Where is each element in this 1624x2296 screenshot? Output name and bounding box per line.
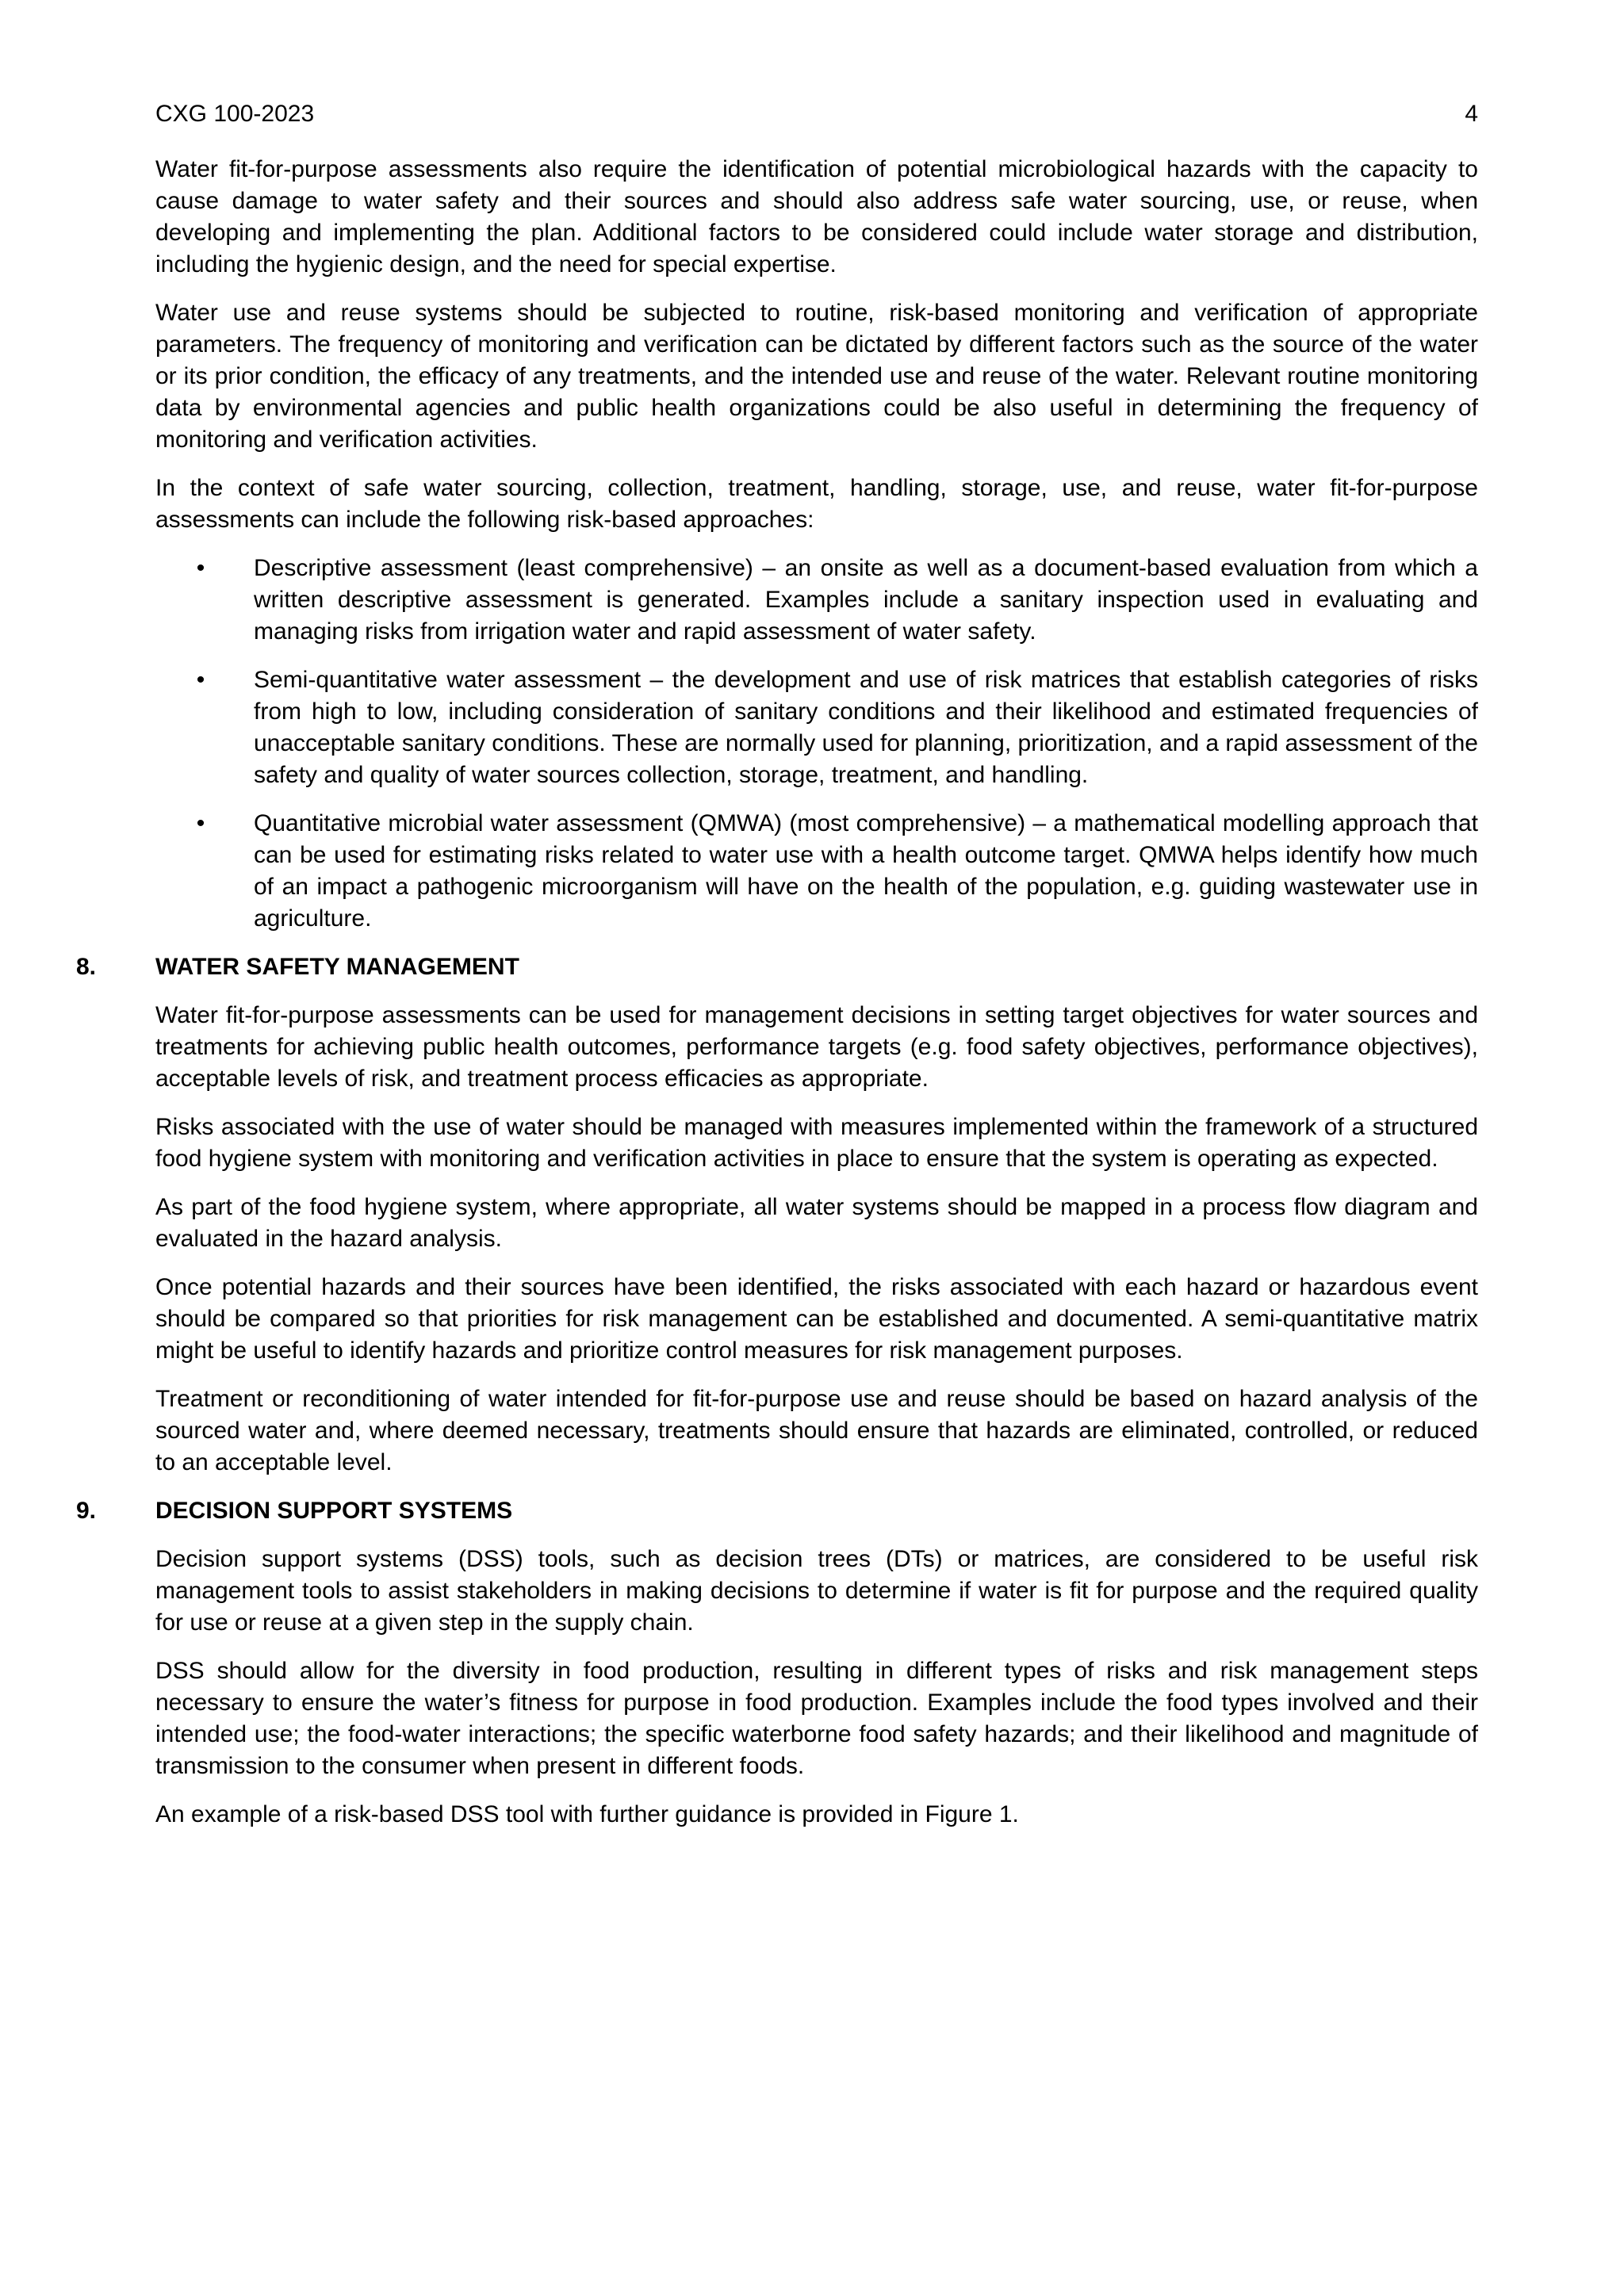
section-9-paragraph-2: DSS should allow for the diversity in food production, resulting in different types of risks and risk management steps necessary to ensure the water’s fitness for purpose in food production. Examples include the food types involved and their intended use; the food-water interactions; the specific waterborne food safety hazards; and their likelihood and magnitude of transmission to the consumer when present in different foods.: [155, 1658, 1478, 1779]
section-8-paragraph-3: As part of the food hygiene system, where appropriate, all water systems should be mapped in a process flow diagram and evaluated in the hazard analysis.: [155, 1194, 1478, 1252]
document-code: CXG 100-2023: [155, 101, 315, 127]
list-item-text: Semi-quantitative water assessment – the development and use of risk matrices that establish categories of risks from high to low, including consideration of sanitary conditions and their likelihood and estimated frequencies of unacceptable sanitary conditions. These are normally used for planning, prioritization, and a rapid assessment of the safety and quality of water sources collection, storage, treatment, and handling.: [254, 667, 1478, 788]
intro-paragraph-3: In the context of safe water sourcing, collection, treatment, handling, storage, use, and reuse, water fit-for-purpose assessments can include the following risk-based approaches:: [155, 475, 1478, 533]
section-8-paragraph-4: Once potential hazards and their sources have been identified, the risks associated with each hazard or hazardous event should be compared so that priorities for risk management can be established and documented. A semi-quantitative matrix might be useful to identify hazards and prioritize control measures for risk management purposes.: [155, 1274, 1478, 1364]
list-item-text: Descriptive assessment (least comprehensive) – an onsite as well as a document-based evaluation from which a written descriptive assessment is generated. Examples include a sanitary inspection used in evaluating and managing risks from irrigation water and rapid assessment of water safety.: [254, 555, 1478, 645]
section-8-heading: [76, 951, 1478, 983]
section-title: WATER SAFETY MANAGEMENT: [155, 954, 519, 980]
section-title: DECISION SUPPORT SYSTEMS: [155, 1498, 513, 1524]
list-item: [155, 553, 1478, 648]
section-9-heading: [76, 1495, 1478, 1527]
list-item: [155, 664, 1478, 791]
bullet-icon: •: [196, 555, 205, 581]
section-9-paragraph-3: An example of a risk-based DSS tool with further guidance is provided in Figure 1.: [155, 1801, 1019, 1827]
page-number: 4: [1465, 101, 1478, 127]
intro-paragraph-2: Water use and reuse systems should be subjected to routine, risk-based monitoring and verification of appropriate parameters. The frequency of monitoring and verification can be dictated by different factors such as the source of the water or its prior condition, the efficacy of any treatments, and the intended use and reuse of the water. Relevant routine monitoring data by environmental agencies and public health organizations could be also useful in determining the frequency of monitoring and verification activities.: [155, 300, 1478, 453]
section-8-paragraph-5: Treatment or reconditioning of water intended for fit-for-purpose use and reuse should be based on hazard analysis of the sourced water and, where deemed necessary, treatments should ensure that hazards are eliminated, controlled, or reduced to an acceptable level.: [155, 1386, 1478, 1475]
section-8-paragraph-2: Risks associated with the use of water should be managed with measures implemented within the framework of a structured food hygiene system with monitoring and verification activities in place to ensure that the system is operating as expected.: [155, 1114, 1478, 1172]
section-8-paragraph-1: Water fit-for-purpose assessments can be used for management decisions in setting target objectives for water sources and treatments for achieving public health outcomes, performance targets (e.g. food safety objectives, performance objectives), acceptable levels of risk, and treatment process efficacies as appropriate.: [155, 1002, 1478, 1092]
assessment-approaches-list: [155, 553, 1478, 935]
section-number: 8.: [76, 954, 97, 980]
intro-paragraph-1: Water fit-for-purpose assessments also require the identification of potential microbiological hazards with the capacity to cause damage to water safety and their sources and should also address safe water sourcing, use, or reuse, when developing and implementing the plan. Additional factors to be considered could include water storage and distribution, including the hygienic design, and the need for special expertise.: [155, 156, 1478, 277]
document-body: [76, 154, 1478, 1847]
bullet-icon: •: [196, 810, 205, 836]
section-9-paragraph-1: Decision support systems (DSS) tools, such as decision trees (DTs) or matrices, are considered to be useful risk management tools to assist stakeholders in making decisions to determine if water is fit for purpose and the required quality for use or reuse at a given step in the supply chain.: [155, 1546, 1478, 1636]
list-item: [155, 808, 1478, 935]
section-number: 9.: [76, 1498, 97, 1524]
list-item-text: Quantitative microbial water assessment (QMWA) (most comprehensive) – a mathematical modelling approach that can be used for estimating risks related to water use with a health outcome target. QMWA helps identify how much of an impact a pathogenic microorganism will have on the health of the population, e.g. guiding wastewater use in agriculture.: [254, 810, 1478, 932]
running-header: [155, 98, 1478, 130]
bullet-icon: •: [196, 667, 205, 693]
